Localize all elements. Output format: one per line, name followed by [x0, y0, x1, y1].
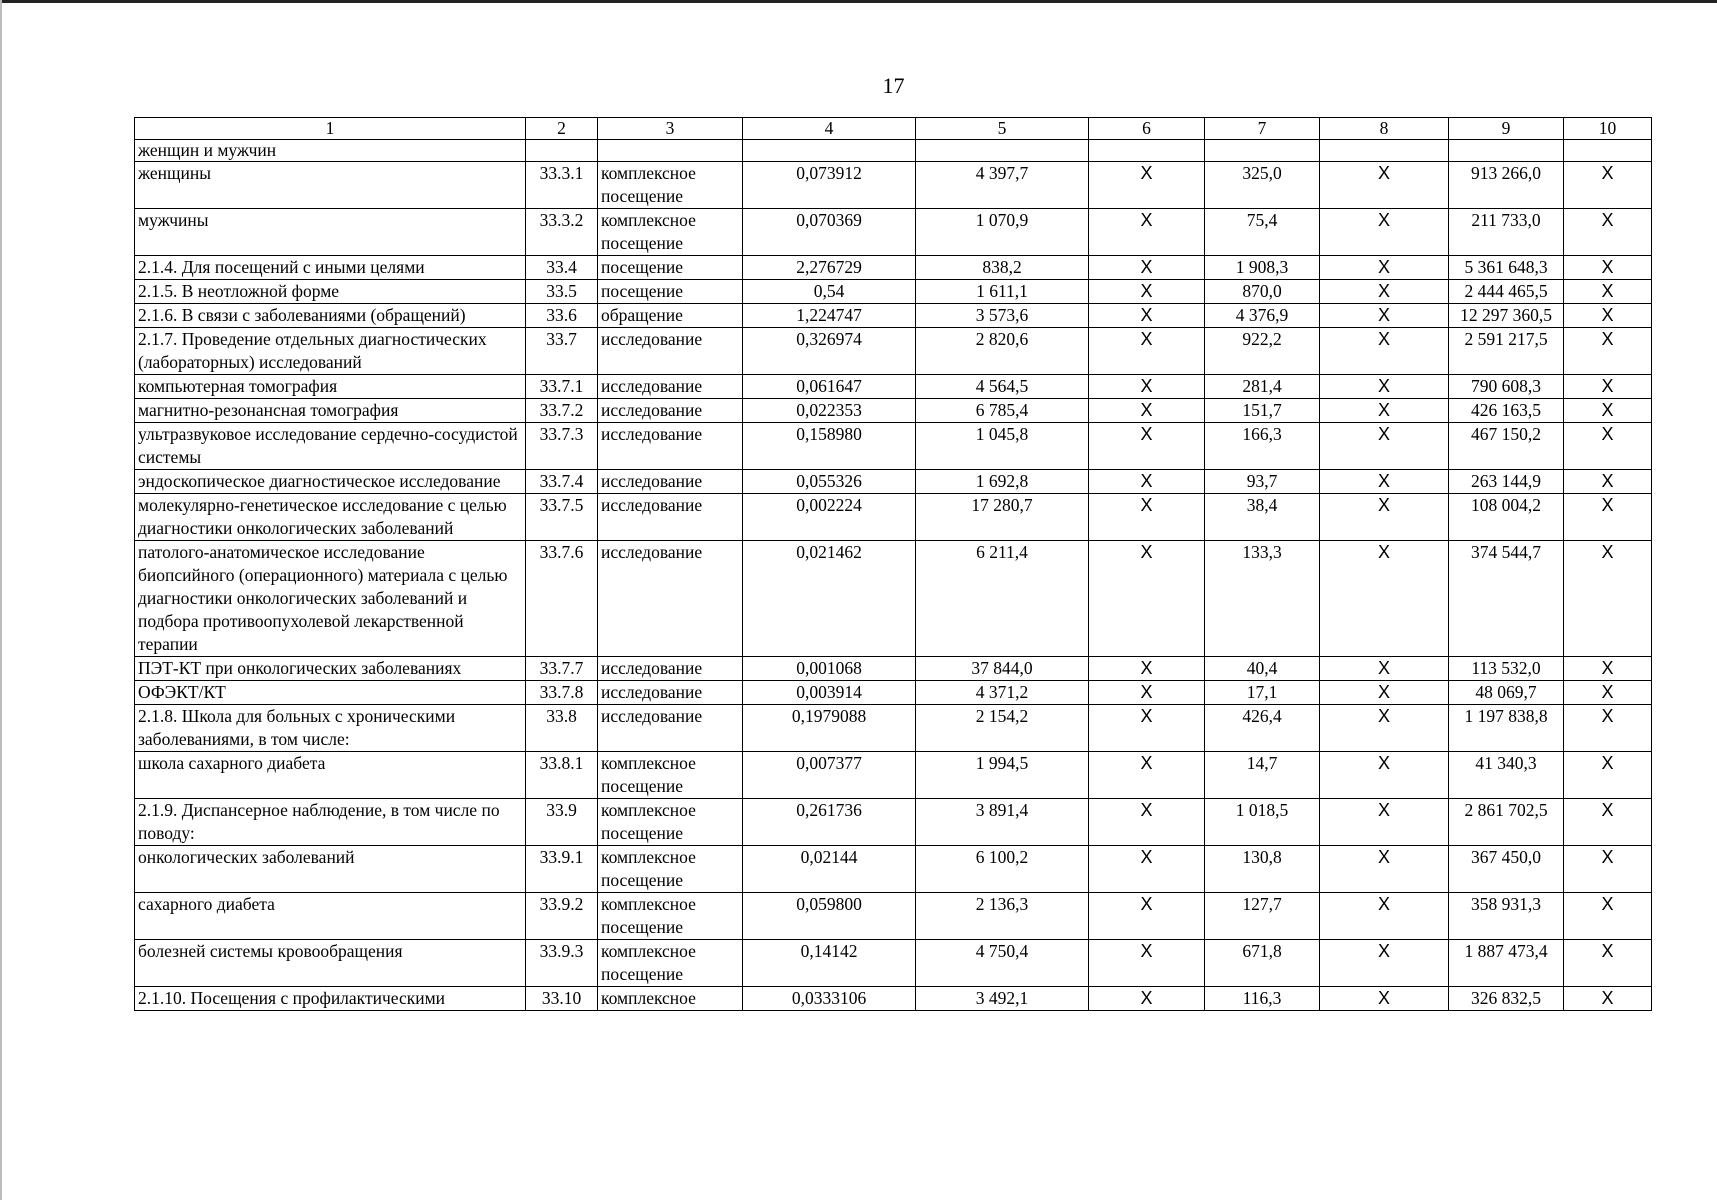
- table-row: [135, 328, 1652, 375]
- table-cell-value: 1 197 838,8: [1449, 705, 1564, 752]
- table-cell-code: 33.9.2: [526, 893, 598, 940]
- table-cell-value: 2 136,3: [916, 893, 1089, 940]
- table-cell-value: Х: [1089, 423, 1205, 470]
- table-cell-value: 1 611,1: [916, 280, 1089, 304]
- table-cell-value: 0,059800: [743, 893, 916, 940]
- table-cell-value: 5 361 648,3: [1449, 256, 1564, 280]
- table-cell-value: 1 070,9: [916, 209, 1089, 256]
- table-cell-code: 33.5: [526, 280, 598, 304]
- table-cell-value: Х: [1089, 705, 1205, 752]
- table-cell-name: женщин и мужчин: [135, 140, 526, 162]
- table-cell-value: Х: [1564, 541, 1652, 657]
- table-cell-value: 790 608,3: [1449, 375, 1564, 399]
- table-cell-value: Х: [1564, 162, 1652, 209]
- table-cell-value: 0,073912: [743, 162, 916, 209]
- table-cell-value: Х: [1089, 280, 1205, 304]
- table-cell-value: 2 591 217,5: [1449, 328, 1564, 375]
- table-cell-unit: обращение: [598, 304, 743, 328]
- table-cell-name: 2.1.5. В неотложной форме: [135, 280, 526, 304]
- table-cell-value: 367 450,0: [1449, 846, 1564, 893]
- table-cell-value: Х: [1089, 752, 1205, 799]
- table-cell-value: Х: [1089, 304, 1205, 328]
- table-cell-value: Х: [1089, 494, 1205, 541]
- table-cell-name: мужчины: [135, 209, 526, 256]
- table-cell-unit: комплексное посещение: [598, 846, 743, 893]
- scan-edge: [0, 0, 2, 1200]
- table-cell-name: онкологических заболеваний: [135, 846, 526, 893]
- table-cell-value: 4 376,9: [1205, 304, 1320, 328]
- table-cell-value: 0,14142: [743, 940, 916, 987]
- table-cell-value: 12 297 360,5: [1449, 304, 1564, 328]
- table-cell-unit: исследование: [598, 541, 743, 657]
- table-cell-value: 326 832,5: [1449, 987, 1564, 1011]
- table-header-row: [135, 118, 1652, 140]
- table-cell-value: 281,4: [1205, 375, 1320, 399]
- table-cell-value: 0,326974: [743, 328, 916, 375]
- table-cell-value: Х: [1089, 375, 1205, 399]
- table-cell-value: 4 371,2: [916, 681, 1089, 705]
- table-row: [135, 399, 1652, 423]
- table-cell-value: Х: [1564, 328, 1652, 375]
- table-row: [135, 280, 1652, 304]
- table-cell-value: Х: [1320, 799, 1449, 846]
- table-row: [135, 470, 1652, 494]
- table-cell-code: 33.7.8: [526, 681, 598, 705]
- table-cell-value: Х: [1089, 541, 1205, 657]
- table-cell-code: 33.4: [526, 256, 598, 280]
- table-cell-value: 2 861 702,5: [1449, 799, 1564, 846]
- table-row: [135, 541, 1652, 657]
- table-cell-name: 2.1.6. В связи с заболеваниями (обращений): [135, 304, 526, 328]
- column-header: 4: [743, 118, 916, 140]
- table-cell-value: 166,3: [1205, 423, 1320, 470]
- table-cell-value: Х: [1320, 893, 1449, 940]
- table-cell-value: 6 211,4: [916, 541, 1089, 657]
- table-cell-code: 33.7.4: [526, 470, 598, 494]
- table-cell-unit: исследование: [598, 399, 743, 423]
- table-cell-name: 2.1.8. Школа для больных с хроническими заболеваниями, в том числе:: [135, 705, 526, 752]
- table-cell-value: Х: [1320, 470, 1449, 494]
- table-cell-name: ультразвуковое исследование сердечно-сосудистой системы: [135, 423, 526, 470]
- table-cell-unit: исследование: [598, 423, 743, 470]
- table-cell-value: 1 045,8: [916, 423, 1089, 470]
- table-cell-unit: исследование: [598, 705, 743, 752]
- table-cell-value: 374 544,7: [1449, 541, 1564, 657]
- table-cell-value: 325,0: [1205, 162, 1320, 209]
- table-cell-value: 426,4: [1205, 705, 1320, 752]
- column-header: 7: [1205, 118, 1320, 140]
- table-cell-name: 2.1.4. Для посещений с иными целями: [135, 256, 526, 280]
- table-cell-value: 0,02144: [743, 846, 916, 893]
- column-header: 6: [1089, 118, 1205, 140]
- table-cell-name: ПЭТ-КТ при онкологических заболеваниях: [135, 657, 526, 681]
- table-cell-value: 1 994,5: [916, 752, 1089, 799]
- table-cell-value: Х: [1089, 328, 1205, 375]
- table-cell-value: 922,2: [1205, 328, 1320, 375]
- table-cell-value: 116,3: [1205, 987, 1320, 1011]
- table-cell-code: 33.7: [526, 328, 598, 375]
- table-cell-value: 870,0: [1205, 280, 1320, 304]
- table-cell-value: Х: [1320, 304, 1449, 328]
- table-cell-unit: исследование: [598, 681, 743, 705]
- table-cell-value: Х: [1564, 375, 1652, 399]
- table-cell-value: Х: [1564, 494, 1652, 541]
- table-cell-unit: комплексное посещение: [598, 799, 743, 846]
- table-row: [135, 256, 1652, 280]
- table-cell-value: 426 163,5: [1449, 399, 1564, 423]
- table-cell-value: 211 733,0: [1449, 209, 1564, 256]
- table-cell-code: 33.9.3: [526, 940, 598, 987]
- table-cell-name: эндоскопическое диагностическое исследование: [135, 470, 526, 494]
- table-cell-value: 0,070369: [743, 209, 916, 256]
- table-cell-unit: комплексное посещение: [598, 209, 743, 256]
- table-cell-value: 75,4: [1205, 209, 1320, 256]
- table-cell-value: Х: [1089, 940, 1205, 987]
- table-cell-value: 2 820,6: [916, 328, 1089, 375]
- table-cell-unit: комплексное посещение: [598, 893, 743, 940]
- table-cell-value: Х: [1564, 799, 1652, 846]
- table-cell-value: Х: [1320, 987, 1449, 1011]
- table-row: [135, 987, 1652, 1011]
- table-cell-value: Х: [1089, 209, 1205, 256]
- table-cell-value: Х: [1089, 256, 1205, 280]
- table-cell-unit: исследование: [598, 494, 743, 541]
- table-cell-value: 93,7: [1205, 470, 1320, 494]
- table-row: [135, 799, 1652, 846]
- table-cell-unit: посещение: [598, 256, 743, 280]
- table-cell-value: Х: [1089, 681, 1205, 705]
- table-cell-value: 0,158980: [743, 423, 916, 470]
- table-cell-value: Х: [1564, 940, 1652, 987]
- table-cell-value: 0,007377: [743, 752, 916, 799]
- table-cell-value: Х: [1564, 752, 1652, 799]
- table-row: [135, 681, 1652, 705]
- table-cell-value: 0,021462: [743, 541, 916, 657]
- table-cell-value: 133,3: [1205, 541, 1320, 657]
- table-cell-code: 33.9: [526, 799, 598, 846]
- table-row: [135, 209, 1652, 256]
- table-row: [135, 940, 1652, 987]
- table-cell-value: 0,003914: [743, 681, 916, 705]
- table-cell-value: 17,1: [1205, 681, 1320, 705]
- column-header: 5: [916, 118, 1089, 140]
- table-cell-value: 0,261736: [743, 799, 916, 846]
- table-cell-value: 41 340,3: [1449, 752, 1564, 799]
- table-cell-value: 113 532,0: [1449, 657, 1564, 681]
- table-cell-code: 33.7.1: [526, 375, 598, 399]
- table-row: [135, 705, 1652, 752]
- table-cell-value: Х: [1320, 280, 1449, 304]
- table-cell-name: болезней системы кровообращения: [135, 940, 526, 987]
- table-cell-value: 38,4: [1205, 494, 1320, 541]
- table-cell-value: Х: [1320, 209, 1449, 256]
- table-cell-value: Х: [1089, 399, 1205, 423]
- table-cell-value: 127,7: [1205, 893, 1320, 940]
- table-cell-value: Х: [1564, 893, 1652, 940]
- table-cell-value: 0,022353: [743, 399, 916, 423]
- table-cell-name: 2.1.7. Проведение отдельных диагностических (лабораторных) исследований: [135, 328, 526, 375]
- table-cell-value: Х: [1320, 940, 1449, 987]
- table-cell-code: 33.8.1: [526, 752, 598, 799]
- table-cell-value: 671,8: [1205, 940, 1320, 987]
- table-cell-value: Х: [1089, 893, 1205, 940]
- table-cell-unit: исследование: [598, 657, 743, 681]
- table-cell-value: Х: [1320, 399, 1449, 423]
- table-cell-value: 130,8: [1205, 846, 1320, 893]
- table-row: [135, 846, 1652, 893]
- table-cell-value: 6 785,4: [916, 399, 1089, 423]
- table-cell-value: 1 908,3: [1205, 256, 1320, 280]
- table-cell-value: 1,224747: [743, 304, 916, 328]
- table-cell-value: 1 018,5: [1205, 799, 1320, 846]
- table-cell-value: Х: [1320, 541, 1449, 657]
- table-cell-code: 33.7.5: [526, 494, 598, 541]
- table-cell-value: 0,001068: [743, 657, 916, 681]
- table-cell-unit: комплексное: [598, 987, 743, 1011]
- table-cell-value: 2,276729: [743, 256, 916, 280]
- table-cell-value: Х: [1320, 681, 1449, 705]
- table-row: [135, 423, 1652, 470]
- table-cell-value: 151,7: [1205, 399, 1320, 423]
- table-cell-value: Х: [1089, 470, 1205, 494]
- table-cell-value: 3 492,1: [916, 987, 1089, 1011]
- table-cell-value: 467 150,2: [1449, 423, 1564, 470]
- table-cell-value: [1205, 140, 1320, 162]
- table-row: [135, 304, 1652, 328]
- table-cell-value: [1089, 140, 1205, 162]
- table-cell-value: Х: [1564, 280, 1652, 304]
- table-cell-value: 17 280,7: [916, 494, 1089, 541]
- table-cell-value: 40,4: [1205, 657, 1320, 681]
- table-cell-value: 48 069,7: [1449, 681, 1564, 705]
- table-cell-unit: исследование: [598, 375, 743, 399]
- table-cell-value: 108 004,2: [1449, 494, 1564, 541]
- table-cell-code: 33.7.6: [526, 541, 598, 657]
- table-cell-name: 2.1.10. Посещения с профилактическими: [135, 987, 526, 1011]
- table-cell-value: Х: [1564, 209, 1652, 256]
- table-cell-value: 1 887 473,4: [1449, 940, 1564, 987]
- table-row: [135, 140, 1652, 162]
- table-cell-name: компьютерная томография: [135, 375, 526, 399]
- table-cell-unit: комплексное посещение: [598, 162, 743, 209]
- table-cell-value: Х: [1564, 846, 1652, 893]
- table-cell-value: Х: [1089, 799, 1205, 846]
- table-cell-value: [916, 140, 1089, 162]
- table-cell-value: Х: [1564, 470, 1652, 494]
- table-cell-value: 263 144,9: [1449, 470, 1564, 494]
- table-cell-name: женщины: [135, 162, 526, 209]
- table-cell-value: 3 891,4: [916, 799, 1089, 846]
- table-cell-value: 0,061647: [743, 375, 916, 399]
- table-cell-value: Х: [1564, 681, 1652, 705]
- table-cell-value: Х: [1089, 657, 1205, 681]
- table-cell-value: 37 844,0: [916, 657, 1089, 681]
- table-cell-value: Х: [1320, 328, 1449, 375]
- table-cell-unit: [598, 140, 743, 162]
- table-cell-value: Х: [1089, 846, 1205, 893]
- table-cell-value: 14,7: [1205, 752, 1320, 799]
- table-cell-value: Х: [1564, 423, 1652, 470]
- table-cell-name: магнитно-резонансная томография: [135, 399, 526, 423]
- table-cell-value: Х: [1564, 987, 1652, 1011]
- table-cell-code: 33.7.2: [526, 399, 598, 423]
- table-cell-value: 3 573,6: [916, 304, 1089, 328]
- table-cell-unit: исследование: [598, 328, 743, 375]
- table-cell-value: 0,54: [743, 280, 916, 304]
- table-cell-code: 33.3.2: [526, 209, 598, 256]
- table-cell-value: 0,0333106: [743, 987, 916, 1011]
- table-cell-name: сахарного диабета: [135, 893, 526, 940]
- table-cell-code: 33.7.7: [526, 657, 598, 681]
- table-cell-value: Х: [1320, 375, 1449, 399]
- table-cell-value: 0,055326: [743, 470, 916, 494]
- table-cell-code: 33.3.1: [526, 162, 598, 209]
- table-cell-value: 1 692,8: [916, 470, 1089, 494]
- table-cell-value: Х: [1320, 657, 1449, 681]
- table-cell-value: 358 931,3: [1449, 893, 1564, 940]
- table-cell-value: 0,1979088: [743, 705, 916, 752]
- column-header: 9: [1449, 118, 1564, 140]
- table-cell-value: [1449, 140, 1564, 162]
- data-table: [134, 117, 1652, 1011]
- table-row: [135, 893, 1652, 940]
- scan-edge: [0, 0, 1717, 3]
- table-cell-value: 4 564,5: [916, 375, 1089, 399]
- table-cell-code: 33.9.1: [526, 846, 598, 893]
- table-cell-code: 33.7.3: [526, 423, 598, 470]
- table-row: [135, 494, 1652, 541]
- table-cell-value: Х: [1564, 657, 1652, 681]
- table-row: [135, 657, 1652, 681]
- table-cell-value: Х: [1320, 752, 1449, 799]
- table-cell-value: 2 444 465,5: [1449, 280, 1564, 304]
- table-cell-value: Х: [1564, 304, 1652, 328]
- table-cell-value: Х: [1320, 423, 1449, 470]
- table-cell-value: [1564, 140, 1652, 162]
- table-cell-name: 2.1.9. Диспансерное наблюдение, в том числе по поводу:: [135, 799, 526, 846]
- table-cell-value: 4 397,7: [916, 162, 1089, 209]
- table-cell-unit: посещение: [598, 280, 743, 304]
- table-cell-name: школа сахарного диабета: [135, 752, 526, 799]
- table-cell-code: 33.10: [526, 987, 598, 1011]
- column-header: 2: [526, 118, 598, 140]
- table-cell-value: 6 100,2: [916, 846, 1089, 893]
- table-cell-value: Х: [1564, 705, 1652, 752]
- table-row: [135, 162, 1652, 209]
- table-cell-value: Х: [1564, 399, 1652, 423]
- table-cell-value: Х: [1320, 256, 1449, 280]
- table-cell-name: ОФЭКТ/КТ: [135, 681, 526, 705]
- table-cell-value: Х: [1320, 494, 1449, 541]
- table-cell-unit: комплексное посещение: [598, 940, 743, 987]
- column-header: 1: [135, 118, 526, 140]
- table-cell-value: Х: [1320, 846, 1449, 893]
- table-cell-value: Х: [1089, 162, 1205, 209]
- table-cell-name: молекулярно-генетическое исследование с целью диагностики онкологических заболеваний: [135, 494, 526, 541]
- table-cell-value: 838,2: [916, 256, 1089, 280]
- table-cell-value: Х: [1089, 987, 1205, 1011]
- table-cell-code: [526, 140, 598, 162]
- table-cell-unit: комплексное посещение: [598, 752, 743, 799]
- table-cell-value: 4 750,4: [916, 940, 1089, 987]
- table-cell-value: 0,002224: [743, 494, 916, 541]
- table-row: [135, 375, 1652, 399]
- table-cell-name: патолого-анатомическое исследование биопсийного (операционного) материала с целью диагностики онкологических заболеваний и подбора противоопухолевой лекарственной терапии: [135, 541, 526, 657]
- column-header: 3: [598, 118, 743, 140]
- table-cell-value: 913 266,0: [1449, 162, 1564, 209]
- table-row: [135, 752, 1652, 799]
- column-header: 10: [1564, 118, 1652, 140]
- table-cell-value: 2 154,2: [916, 705, 1089, 752]
- column-header: 8: [1320, 118, 1449, 140]
- table-cell-unit: исследование: [598, 470, 743, 494]
- table-cell-value: Х: [1564, 256, 1652, 280]
- table-cell-value: [1320, 140, 1449, 162]
- page-number: 17: [882, 73, 905, 98]
- table-cell-value: [743, 140, 916, 162]
- table-cell-code: 33.8: [526, 705, 598, 752]
- table-cell-value: Х: [1320, 705, 1449, 752]
- table-cell-value: Х: [1320, 162, 1449, 209]
- table-cell-code: 33.6: [526, 304, 598, 328]
